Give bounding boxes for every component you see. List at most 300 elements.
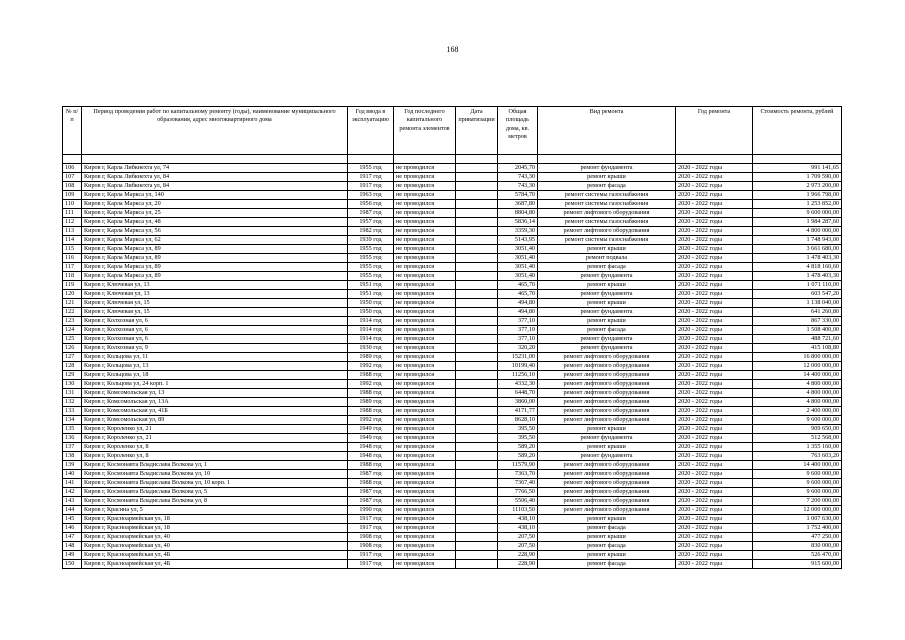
row-repair-type: ремонт крыши <box>538 551 676 560</box>
row-area: 5836,14 <box>498 218 538 227</box>
row-repair-type: ремонт системы газоснабжения <box>538 191 676 200</box>
row-cost: 7 200 000,00 <box>753 497 842 506</box>
row-address: Киров г, Карла Маркса ул, 89 <box>82 263 348 272</box>
row-number: 140 <box>63 470 82 479</box>
row-last-repair: не проводился <box>394 371 456 380</box>
table-row <box>63 425 842 434</box>
row-area: 3359,30 <box>498 227 538 236</box>
row-privatization <box>456 218 498 227</box>
row-area: 377,10 <box>498 317 538 326</box>
header-area: Общая площадь дома, кв. метров <box>498 107 538 155</box>
table-row <box>63 416 842 425</box>
row-repair-period: 2020 - 2022 годы <box>676 164 753 173</box>
row-number: 126 <box>63 344 82 353</box>
row-cost: 9 600 000,00 <box>753 479 842 488</box>
row-repair-type: ремонт фасада <box>538 263 676 272</box>
table-row <box>63 398 842 407</box>
row-privatization <box>456 236 498 245</box>
table-row <box>63 254 842 263</box>
row-cost: 16 800 000,00 <box>753 353 842 362</box>
repair-register-table <box>62 106 842 569</box>
row-privatization <box>456 416 498 425</box>
table-row <box>63 470 842 479</box>
row-repair-type: ремонт лифтового оборудования <box>538 407 676 416</box>
row-number: 113 <box>63 227 82 236</box>
row-repair-period: 2020 - 2022 годы <box>676 389 753 398</box>
row-year-built: 1917 год <box>348 560 394 569</box>
row-repair-type: ремонт фундамента <box>538 308 676 317</box>
row-last-repair: не проводился <box>394 353 456 362</box>
row-last-repair: не проводился <box>394 317 456 326</box>
row-number: 124 <box>63 326 82 335</box>
row-number: 150 <box>63 560 82 569</box>
row-number: 143 <box>63 497 82 506</box>
row-privatization <box>456 308 498 317</box>
row-privatization <box>456 344 498 353</box>
table-row <box>63 164 842 173</box>
row-repair-type: ремонт лифтового оборудования <box>538 380 676 389</box>
row-cost: 512 568,00 <box>753 434 842 443</box>
table-row <box>63 353 842 362</box>
row-privatization <box>456 506 498 515</box>
table-row <box>63 272 842 281</box>
row-year-built: 1992 год <box>348 380 394 389</box>
row-cost: 488 721,60 <box>753 335 842 344</box>
row-last-repair: не проводился <box>394 182 456 191</box>
row-repair-type: ремонт лифтового оборудования <box>538 488 676 497</box>
row-cost: 1 748 943,00 <box>753 236 842 245</box>
row-privatization <box>456 200 498 209</box>
row-area: 11256,10 <box>498 371 538 380</box>
row-address: Киров г, Ключевая ул, 15 <box>82 308 348 317</box>
row-repair-period: 2020 - 2022 годы <box>676 515 753 524</box>
row-number: 141 <box>63 479 82 488</box>
row-privatization <box>456 299 498 308</box>
row-year-built: 1987 год <box>348 470 394 479</box>
row-repair-type: ремонт фундамента <box>538 164 676 173</box>
row-number: 149 <box>63 551 82 560</box>
row-cost: 915 600,00 <box>753 560 842 569</box>
row-cost: 477 250,00 <box>753 533 842 542</box>
row-repair-type: ремонт лифтового оборудования <box>538 506 676 515</box>
row-last-repair: не проводился <box>394 515 456 524</box>
row-repair-period: 2020 - 2022 годы <box>676 308 753 317</box>
row-repair-type: ремонт крыши <box>538 317 676 326</box>
row-cost: 641 260,80 <box>753 308 842 317</box>
row-privatization <box>456 317 498 326</box>
table-body <box>63 164 842 569</box>
row-last-repair: не проводился <box>394 506 456 515</box>
row-privatization <box>456 335 498 344</box>
row-repair-period: 2020 - 2022 годы <box>676 434 753 443</box>
row-year-built: 1988 год <box>348 371 394 380</box>
row-privatization <box>456 470 498 479</box>
row-number: 120 <box>63 290 82 299</box>
row-repair-period: 2020 - 2022 годы <box>676 461 753 470</box>
row-number: 111 <box>63 209 82 218</box>
row-number: 110 <box>63 200 82 209</box>
row-area: 4171,77 <box>498 407 538 416</box>
row-last-repair: не проводился <box>394 236 456 245</box>
row-address: Киров г, Ключевая ул, 15 <box>82 299 348 308</box>
row-privatization <box>456 443 498 452</box>
row-area: 7766,50 <box>498 488 538 497</box>
row-year-built: 1989 год <box>348 353 394 362</box>
row-number: 112 <box>63 218 82 227</box>
row-privatization <box>456 371 498 380</box>
row-last-repair: не проводился <box>394 524 456 533</box>
row-repair-period: 2020 - 2022 годы <box>676 533 753 542</box>
row-address: Киров г, Карла Маркса ул, 62 <box>82 236 348 245</box>
row-privatization <box>456 272 498 281</box>
row-repair-period: 2020 - 2022 годы <box>676 200 753 209</box>
row-cost: 1 752 400,00 <box>753 524 842 533</box>
row-year-built: 1955 год <box>348 164 394 173</box>
row-cost: 1 071 110,00 <box>753 281 842 290</box>
row-privatization <box>456 560 498 569</box>
table-row <box>63 389 842 398</box>
row-area: 228,90 <box>498 551 538 560</box>
row-number: 129 <box>63 371 82 380</box>
table-row <box>63 497 842 506</box>
row-repair-type: ремонт крыши <box>538 443 676 452</box>
row-repair-type: ремонт подвала <box>538 254 676 263</box>
table-row <box>63 407 842 416</box>
header-cost: Стоимость ремонта, рублей <box>753 107 842 155</box>
row-year-built: 1951 год <box>348 290 394 299</box>
row-address: Киров г, Карла Маркса ул, 25 <box>82 209 348 218</box>
row-address: Киров г, Космонавта Владислава Волкова ул, 10 <box>82 470 348 479</box>
row-address: Киров г, Карла Маркса ул, 48 <box>82 218 348 227</box>
row-repair-type: ремонт лифтового оборудования <box>538 371 676 380</box>
row-year-built: 1948 год <box>348 452 394 461</box>
row-privatization <box>456 533 498 542</box>
row-year-built: 1992 год <box>348 362 394 371</box>
row-area: 15231,00 <box>498 353 538 362</box>
row-number: 116 <box>63 254 82 263</box>
row-repair-period: 2020 - 2022 годы <box>676 362 753 371</box>
table-row <box>63 443 842 452</box>
row-repair-type: ремонт фундамента <box>538 452 676 461</box>
row-privatization <box>456 164 498 173</box>
row-repair-period: 2020 - 2022 годы <box>676 272 753 281</box>
row-area: 5784,70 <box>498 191 538 200</box>
row-cost: 1 478 403,30 <box>753 254 842 263</box>
row-cost: 14 400 000,00 <box>753 371 842 380</box>
row-cost: 1 984 287,60 <box>753 218 842 227</box>
row-privatization <box>456 209 498 218</box>
row-privatization <box>456 461 498 470</box>
row-last-repair: не проводился <box>394 173 456 182</box>
row-address: Киров г, Космонавта Владислава Волкова ул, 10 корп. 1 <box>82 479 348 488</box>
row-area: 589,20 <box>498 443 538 452</box>
row-last-repair: не проводился <box>394 191 456 200</box>
row-repair-period: 2020 - 2022 годы <box>676 218 753 227</box>
row-repair-period: 2020 - 2022 годы <box>676 506 753 515</box>
row-year-built: 1950 год <box>348 308 394 317</box>
row-address: Киров г, Короленко ул, 21 <box>82 434 348 443</box>
row-cost: 830 000,00 <box>753 542 842 551</box>
row-area: 465,70 <box>498 290 538 299</box>
table-row <box>63 344 842 353</box>
row-cost: 415 108,80 <box>753 344 842 353</box>
row-year-built: 1948 год <box>348 443 394 452</box>
row-cost: 9 600 000,00 <box>753 470 842 479</box>
row-address: Киров г, Колхозная ул, 6 <box>82 317 348 326</box>
row-area: 395,50 <box>498 425 538 434</box>
row-number: 115 <box>63 245 82 254</box>
row-privatization <box>456 425 498 434</box>
row-last-repair: не проводился <box>394 389 456 398</box>
row-last-repair: не проводился <box>394 308 456 317</box>
row-number: 121 <box>63 299 82 308</box>
table-row <box>63 218 842 227</box>
row-repair-type: ремонт лифтового оборудования <box>538 209 676 218</box>
row-cost: 909 650,00 <box>753 425 842 434</box>
row-last-repair: не проводился <box>394 164 456 173</box>
row-last-repair: не проводился <box>394 362 456 371</box>
table-row <box>63 281 842 290</box>
row-area: 10199,40 <box>498 362 538 371</box>
row-address: Киров г, Красноармейская ул, 4Б <box>82 560 348 569</box>
row-last-repair: не проводился <box>394 407 456 416</box>
row-cost: 3 661 680,00 <box>753 245 842 254</box>
row-repair-period: 2020 - 2022 годы <box>676 254 753 263</box>
row-address: Киров г, Кольцова ул, 11 <box>82 353 348 362</box>
table-row <box>63 236 842 245</box>
row-repair-period: 2020 - 2022 годы <box>676 344 753 353</box>
table-row <box>63 362 842 371</box>
row-cost: 1 508 400,00 <box>753 326 842 335</box>
row-repair-type: ремонт лифтового оборудования <box>538 227 676 236</box>
row-last-repair: не проводился <box>394 425 456 434</box>
row-privatization <box>456 488 498 497</box>
row-address: Киров г, Карла Маркса ул, 140 <box>82 191 348 200</box>
row-area: 207,50 <box>498 542 538 551</box>
row-year-built: 1955 год <box>348 272 394 281</box>
row-cost: 9 600 000,00 <box>753 209 842 218</box>
header-spacer <box>63 155 842 164</box>
table-row <box>63 308 842 317</box>
table-row <box>63 551 842 560</box>
table-row <box>63 335 842 344</box>
row-number: 109 <box>63 191 82 200</box>
row-number: 127 <box>63 353 82 362</box>
row-last-repair: не проводился <box>394 227 456 236</box>
row-repair-period: 2020 - 2022 годы <box>676 353 753 362</box>
row-area: 494,80 <box>498 299 538 308</box>
header-privatization: Дата приватизации <box>456 107 498 155</box>
row-cost: 4 818 160,60 <box>753 263 842 272</box>
row-repair-type: ремонт системы газоснабжения <box>538 236 676 245</box>
page-number: 168 <box>446 45 459 54</box>
row-repair-type: ремонт крыши <box>538 281 676 290</box>
row-number: 146 <box>63 524 82 533</box>
row-privatization <box>456 497 498 506</box>
row-area: 3687,80 <box>498 200 538 209</box>
row-number: 131 <box>63 389 82 398</box>
row-last-repair: не проводился <box>394 551 456 560</box>
row-area: 7367,40 <box>498 479 538 488</box>
table-row <box>63 488 842 497</box>
row-area: 2045,70 <box>498 164 538 173</box>
row-repair-type: ремонт лифтового оборудования <box>538 470 676 479</box>
row-address: Киров г, Короленко ул, 8 <box>82 452 348 461</box>
table-row <box>63 200 842 209</box>
table-row <box>63 479 842 488</box>
header-repair-type: Вид ремонта <box>538 107 676 155</box>
row-number: 142 <box>63 488 82 497</box>
row-last-repair: не проводился <box>394 272 456 281</box>
row-privatization <box>456 407 498 416</box>
table-row <box>63 191 842 200</box>
row-repair-period: 2020 - 2022 годы <box>676 479 753 488</box>
row-year-built: 1908 год <box>348 533 394 542</box>
row-number: 137 <box>63 443 82 452</box>
row-last-repair: не проводился <box>394 290 456 299</box>
row-privatization <box>456 290 498 299</box>
row-area: 743,30 <box>498 173 538 182</box>
row-number: 147 <box>63 533 82 542</box>
row-repair-period: 2020 - 2022 годы <box>676 560 753 569</box>
row-area: 465,70 <box>498 281 538 290</box>
row-number: 133 <box>63 407 82 416</box>
row-area: 5143,95 <box>498 236 538 245</box>
row-number: 125 <box>63 335 82 344</box>
row-last-repair: не проводился <box>394 452 456 461</box>
row-last-repair: не проводился <box>394 398 456 407</box>
table-row <box>63 434 842 443</box>
header-year-built: Год ввода в эксплуатацию <box>348 107 394 155</box>
row-last-repair: не проводился <box>394 245 456 254</box>
row-repair-type: ремонт фундамента <box>538 290 676 299</box>
row-repair-type: ремонт фасада <box>538 182 676 191</box>
row-year-built: 1956 год <box>348 200 394 209</box>
row-address: Киров г, Ключевая ул, 13 <box>82 290 348 299</box>
table-row <box>63 263 842 272</box>
row-number: 114 <box>63 236 82 245</box>
row-cost: 4 800 000,00 <box>753 380 842 389</box>
row-repair-type: ремонт лифтового оборудования <box>538 497 676 506</box>
row-address: Киров г, Карла Маркса ул, 89 <box>82 254 348 263</box>
row-year-built: 1950 год <box>348 299 394 308</box>
table-row <box>63 209 842 218</box>
row-cost: 4 800 000,00 <box>753 389 842 398</box>
row-repair-type: ремонт системы газоснабжения <box>538 218 676 227</box>
header-address: Период проведения работ по капитальному ремонту (годы), наименование муниципального образования, адрес многоквартирного дома <box>82 107 348 155</box>
row-repair-type: ремонт лифтового оборудования <box>538 362 676 371</box>
row-address: Киров г, Карла Либкнехта ул, 84 <box>82 173 348 182</box>
row-repair-type: ремонт лифтового оборудования <box>538 479 676 488</box>
table-row <box>63 371 842 380</box>
row-year-built: 1987 год <box>348 497 394 506</box>
row-year-built: 1917 год <box>348 173 394 182</box>
row-year-built: 1957 год <box>348 218 394 227</box>
row-repair-period: 2020 - 2022 годы <box>676 542 753 551</box>
row-repair-type: ремонт лифтового оборудования <box>538 398 676 407</box>
row-last-repair: не проводился <box>394 200 456 209</box>
row-repair-period: 2020 - 2022 годы <box>676 281 753 290</box>
row-privatization <box>456 389 498 398</box>
row-area: 3860,00 <box>498 398 538 407</box>
table-row <box>63 299 842 308</box>
row-number: 122 <box>63 308 82 317</box>
row-year-built: 1989 год <box>348 398 394 407</box>
row-last-repair: не проводился <box>394 443 456 452</box>
row-address: Киров г, Комсомольская ул, 13 <box>82 389 348 398</box>
row-privatization <box>456 227 498 236</box>
table-row <box>63 542 842 551</box>
row-repair-period: 2020 - 2022 годы <box>676 317 753 326</box>
row-privatization <box>456 551 498 560</box>
row-area: 494,80 <box>498 308 538 317</box>
row-repair-type: ремонт лифтового оборудования <box>538 461 676 470</box>
row-year-built: 1988 год <box>348 407 394 416</box>
row-repair-type: ремонт фундамента <box>538 335 676 344</box>
row-number: 123 <box>63 317 82 326</box>
row-repair-period: 2020 - 2022 годы <box>676 452 753 461</box>
row-repair-period: 2020 - 2022 годы <box>676 371 753 380</box>
row-repair-period: 2020 - 2022 годы <box>676 245 753 254</box>
row-year-built: 1988 год <box>348 461 394 470</box>
row-repair-period: 2020 - 2022 годы <box>676 299 753 308</box>
header-repair-year: Год ремонта <box>676 107 753 155</box>
row-privatization <box>456 281 498 290</box>
row-address: Киров г, Кольцова ул, 13 <box>82 362 348 371</box>
row-repair-period: 2020 - 2022 годы <box>676 173 753 182</box>
table-row <box>63 173 842 182</box>
row-year-built: 1917 год <box>348 515 394 524</box>
row-address: Киров г, Комсомольская ул, 13А <box>82 398 348 407</box>
row-address: Киров г, Колхозная ул, 6 <box>82 326 348 335</box>
row-last-repair: не проводился <box>394 497 456 506</box>
row-address: Киров г, Кольцова ул, 18 <box>82 371 348 380</box>
row-privatization <box>456 452 498 461</box>
row-privatization <box>456 434 498 443</box>
row-last-repair: не проводился <box>394 263 456 272</box>
row-year-built: 1955 год <box>348 263 394 272</box>
row-last-repair: не проводился <box>394 254 456 263</box>
row-cost: 2 400 000,00 <box>753 407 842 416</box>
row-area: 11103,50 <box>498 506 538 515</box>
row-address: Киров г, Космонавта Владислава Волкова ул, 5 <box>82 488 348 497</box>
row-area: 438,10 <box>498 524 538 533</box>
row-repair-type: ремонт крыши <box>538 425 676 434</box>
row-repair-period: 2020 - 2022 годы <box>676 191 753 200</box>
row-repair-period: 2020 - 2022 годы <box>676 209 753 218</box>
row-privatization <box>456 362 498 371</box>
row-repair-type: ремонт фасада <box>538 524 676 533</box>
row-address: Киров г, Комсомольская ул, 41Б <box>82 407 348 416</box>
row-year-built: 1949 год <box>348 434 394 443</box>
table-row <box>63 461 842 470</box>
row-address: Киров г, Комсомольская ул, 89 <box>82 416 348 425</box>
row-cost: 4 800 000,00 <box>753 227 842 236</box>
row-area: 8628,10 <box>498 416 538 425</box>
row-address: Киров г, Космонавта Владислава Волкова ул, 8 <box>82 497 348 506</box>
row-repair-type: ремонт фундамента <box>538 272 676 281</box>
row-year-built: 1988 год <box>348 479 394 488</box>
table-row <box>63 452 842 461</box>
row-address: Киров г, Красноармейская ул, 18 <box>82 515 348 524</box>
row-address: Киров г, Короленко ул, 8 <box>82 443 348 452</box>
table-row <box>63 515 842 524</box>
row-address: Киров г, Кольцова ул, 24 корп. 1 <box>82 380 348 389</box>
row-last-repair: не проводился <box>394 416 456 425</box>
row-number: 128 <box>63 362 82 371</box>
row-year-built: 1917 год <box>348 524 394 533</box>
row-year-built: 1908 год <box>348 542 394 551</box>
